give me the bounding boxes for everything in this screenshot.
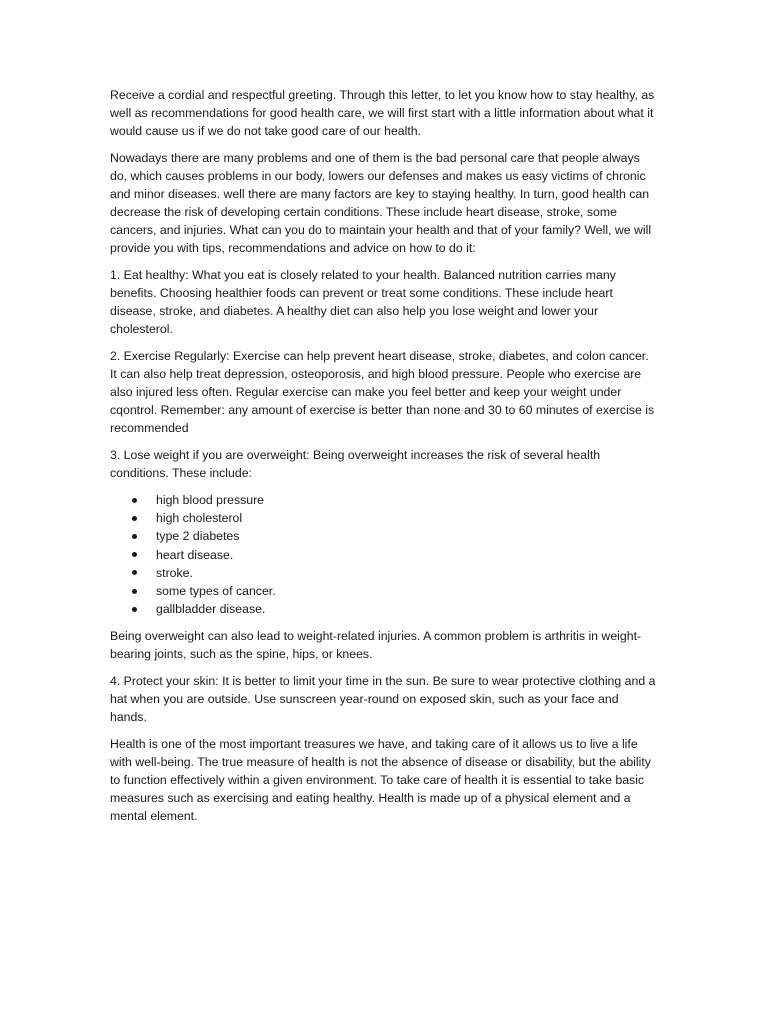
bullet-icon — [132, 570, 137, 575]
tip-eat-healthy: 1. Eat healthy: What you eat is closely related to your health. Balanced nutrition carries many benefits. Choosing healthier foods can prevent or treat some conditions. These include heart disease, stroke, and diabetes. A healthy diet can also help you lose weight and lower your cholesterol. — [110, 268, 616, 336]
list-item-text: high cholesterol — [156, 511, 243, 526]
tip-exercise: 2. Exercise Regularly: Exercise can help prevent heart disease, stroke, diabetes, and colon cancer. It can also help treat depression, osteoporosis, and high blood pressure. People who exercise are also injured less often. Regular exercise can make you feel better and keep your weight under cqontrol. Remember: any amount of exercise is better than none and 30 to 60 minutes of exercise is recommended — [110, 349, 655, 435]
list-item — [110, 600, 658, 618]
list-item — [110, 564, 658, 582]
list-item — [110, 491, 658, 509]
document-body — [110, 86, 658, 834]
bullet-icon — [132, 516, 137, 521]
list-item — [110, 509, 658, 527]
overweight-injuries-paragraph: Being overweight can also lead to weight-related injuries. A common problem is arthritis in weight-bearing joints, such as the spine, hips, or knees. — [110, 629, 642, 662]
list-item-text: type 2 diabetes — [156, 529, 240, 544]
list-item — [110, 546, 658, 564]
list-item-text: gallbladder disease. — [156, 602, 266, 617]
list-item-text: some types of cancer. — [156, 584, 276, 599]
bullet-icon — [132, 552, 137, 557]
list-item-text: heart disease. — [156, 547, 234, 562]
list-item — [110, 582, 658, 600]
problems-paragraph: Nowadays there are many problems and one of them is the bad personal care that people always do, which causes problems in our body, lowers our defenses and makes us easy victims of chronic and minor diseases. well there are many factors are key to staying healthy. In turn, good health can decrease the risk of developing certain conditions. These include heart disease, stroke, some cancers, and injuries. What can you do to maintain your health and that of your family? Well, we will provide you with tips, recommendations and advice on how to do it: — [110, 151, 652, 255]
list-item-text: high blood pressure — [156, 493, 265, 507]
closing-paragraph: Health is one of the most important treasures we have, and taking care of it allows us to live a life with well-being. The true measure of health is not the absence of disease or disability, but the ability to function effectively within a given environment. To take care of health it is essential to take basic measures such as exercising and eating healthy. Health is made up of a physical element and a mental element. — [110, 737, 651, 824]
bullet-icon — [132, 534, 137, 539]
bullet-icon — [132, 498, 137, 503]
tip-lose-weight: 3. Lose weight if you are overweight: Being overweight increases the risk of several health conditions. These include: — [110, 448, 601, 480]
conditions-list — [110, 491, 658, 618]
list-item-text: stroke. — [156, 565, 193, 580]
intro-paragraph: Receive a cordial and respectful greeting. Through this letter, to let you know how to stay healthy, as well as recommendations for good health care, we will first start with a little information about what it would cause us if we do not take good care of our health. — [110, 88, 655, 138]
bullet-icon — [132, 607, 137, 612]
tip-protect-skin: 4. Protect your skin: It is better to limit your time in the sun. Be sure to wear protective clothing and a hat when you are outside. Use sunscreen year-round on exposed skin, such as your face and hands. — [110, 674, 656, 725]
bullet-icon — [132, 589, 137, 594]
list-item — [110, 527, 658, 545]
